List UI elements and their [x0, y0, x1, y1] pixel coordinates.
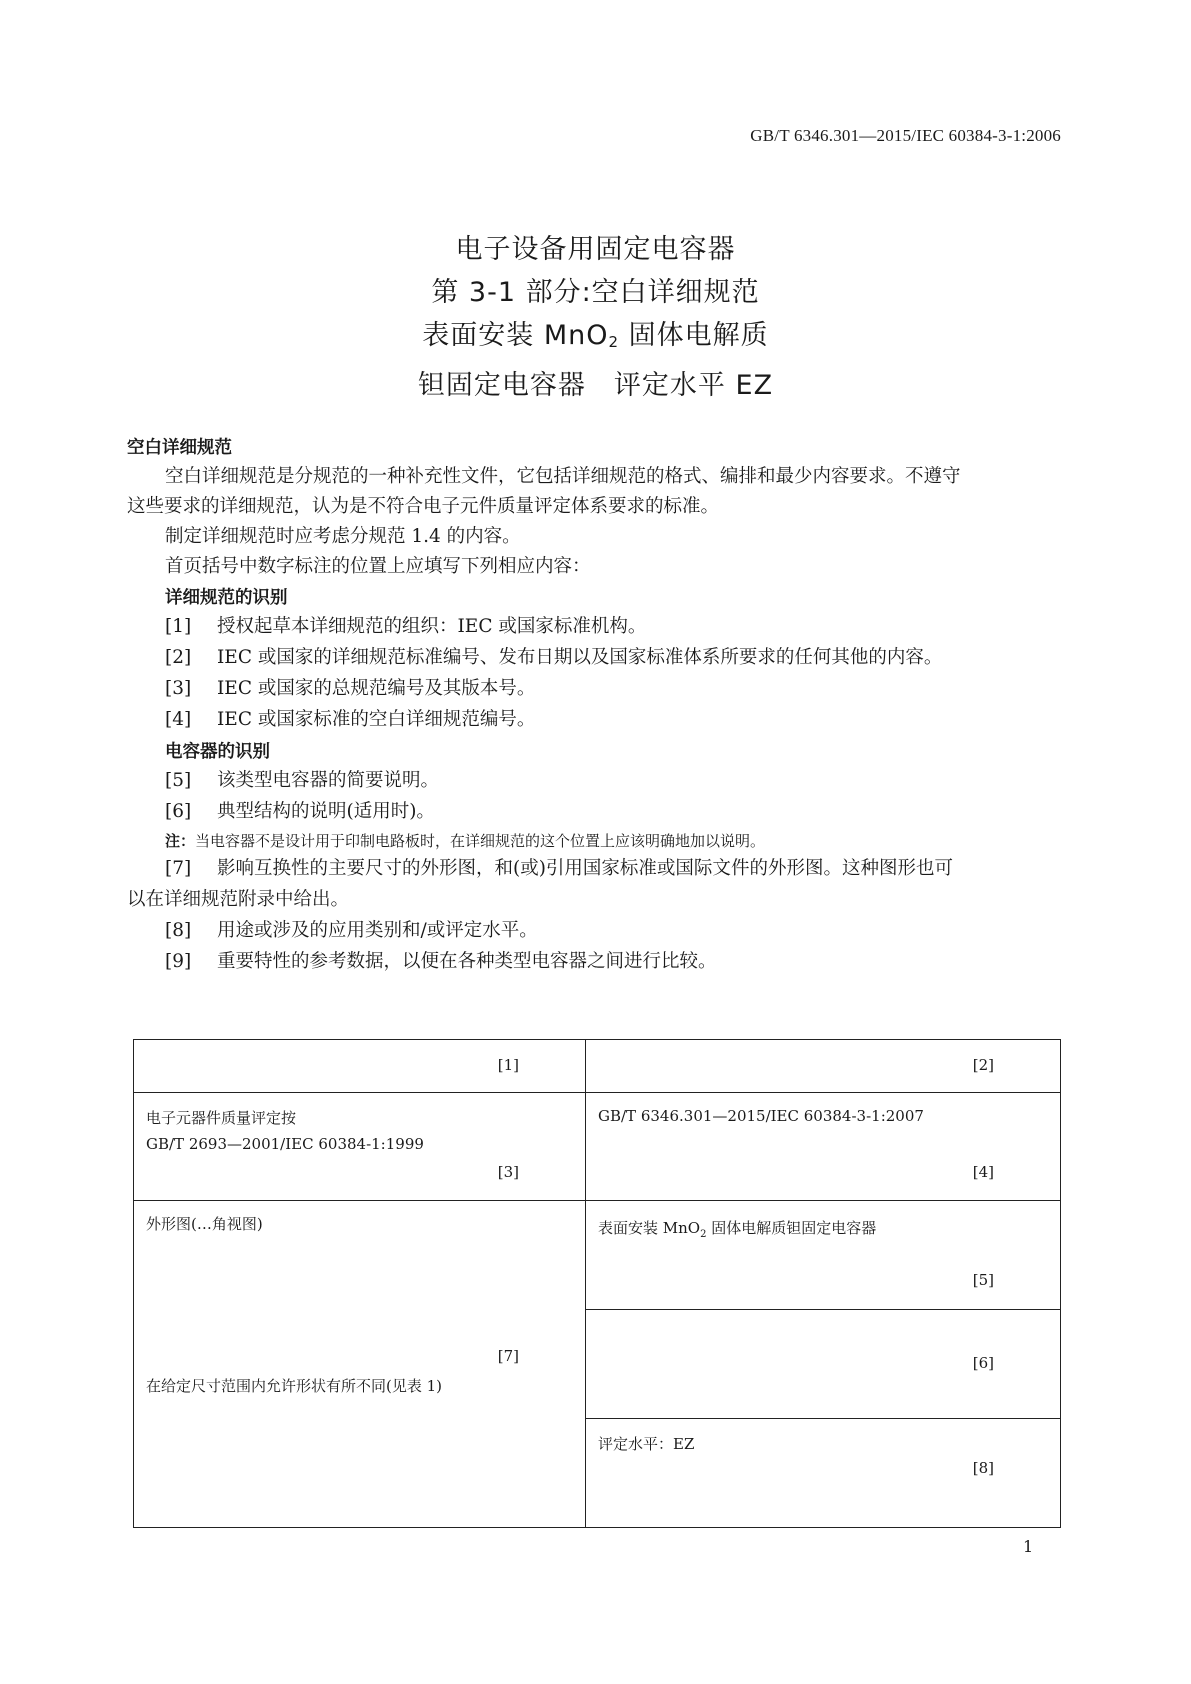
sub-heading-capacitor-id: 电容器的识别 — [165, 742, 270, 762]
standard-number-header: GB/T 6346.301—2015/IEC 60384-3-1:2006 — [750, 126, 1061, 145]
cell-7 — [134, 1201, 586, 1528]
table-row — [134, 1040, 1061, 1093]
list-item: [6] 典型结构的说明(适用时)。 — [165, 801, 435, 822]
ref-7: [7] — [497, 1347, 519, 1365]
paragraph-1-line-2: 这些要求的详细规范，认为是不符合电子元件质量评定体系要求的标准。 — [127, 496, 720, 517]
list-item: [9] 重要特性的参考数据，以便在各种类型电容器之间进行比较。 — [165, 951, 717, 972]
list-item: [7] 影响互换性的主要尺寸的外形图，和(或)引用国家标准或国际文件的外形图。这种图形也可 — [165, 858, 953, 879]
list-item: [4] IEC 或国家标准的空白详细规范编号。 — [165, 709, 536, 730]
capacitor-description: 表面安装 MnO$_2$ 固体电解质钽固定电容器 — [598, 1219, 877, 1240]
cell-2 — [586, 1040, 1061, 1093]
cell-6 — [586, 1310, 1061, 1419]
generic-spec-number: GB/T 2693—2001/IEC 60384-1:1999 — [146, 1135, 424, 1153]
assessment-level: 评定水平：EZ — [598, 1435, 695, 1453]
title-line-4: 钽固定电容器 评定水平 EZ — [417, 370, 774, 401]
list-item: [3] IEC 或国家的总规范编号及其版本号。 — [165, 678, 536, 699]
ref-6: [6] — [972, 1354, 994, 1372]
ref-2: [2] — [972, 1056, 994, 1074]
paragraph-3: 首页括号中数字标注的位置上应填写下列相应内容： — [165, 556, 591, 577]
ref-3: [3] — [497, 1163, 519, 1181]
section-heading: 空白详细规范 — [127, 438, 232, 458]
ref-8: [8] — [972, 1459, 994, 1477]
first-page-form-table — [133, 1039, 1061, 1528]
list-item: [1] 授权起草本详细规范的组织：IEC 或国家标准机构。 — [165, 616, 647, 637]
table-row — [134, 1201, 1061, 1310]
table-row — [134, 1093, 1061, 1201]
paragraph-1-line-1: 空白详细规范是分规范的一种补充性文件，它包括详细规范的格式、编排和最少内容要求。不遵守 — [165, 466, 961, 487]
cell-4 — [586, 1093, 1061, 1201]
list-item: [2] IEC 或国家的详细规范标准编号、发布日期以及国家标准体系所要求的任何其他的内容。 — [165, 647, 943, 668]
sub-heading-detail-spec-id: 详细规范的识别 — [165, 588, 288, 608]
list-item: [8] 用途或涉及的应用类别和/或评定水平。 — [165, 920, 538, 941]
page-number: 1 — [1023, 1537, 1034, 1556]
title-line-1: 电子设备用固定电容器 — [455, 234, 736, 265]
quality-assessment-text: 电子元器件质量评定按 — [146, 1109, 297, 1127]
list-item-continuation: 以在详细规范附录中给出。 — [127, 889, 350, 910]
shape-variation-note: 在给定尺寸范围内允许形状有所不同(见表 1) — [146, 1377, 443, 1395]
ref-1: [1] — [497, 1056, 519, 1074]
ref-4: [4] — [972, 1163, 994, 1181]
outline-drawing-label: 外形图(…角视图) — [146, 1215, 263, 1233]
cell-1 — [134, 1040, 586, 1093]
document-title — [0, 228, 1191, 407]
cell-5 — [586, 1201, 1061, 1310]
paragraph-2: 制定详细规范时应考虑分规范 1.4 的内容。 — [165, 526, 521, 547]
cell-8 — [586, 1419, 1061, 1528]
title-line-3: 表面安装 MnO$_2$ 固体电解质 — [422, 320, 769, 351]
title-line-2: 第 3-1 部分:空白详细规范 — [431, 277, 760, 308]
blank-detail-spec-number: GB/T 6346.301—2015/IEC 60384-3-1:2007 — [598, 1107, 924, 1125]
ref-5: [5] — [972, 1271, 994, 1289]
list-item: [5] 该类型电容器的简要说明。 — [165, 770, 440, 791]
note: 注：当电容器不是设计用于印制电路板时，在详细规范的这个位置上应该明确地加以说明。 — [165, 832, 766, 850]
cell-3 — [134, 1093, 586, 1201]
